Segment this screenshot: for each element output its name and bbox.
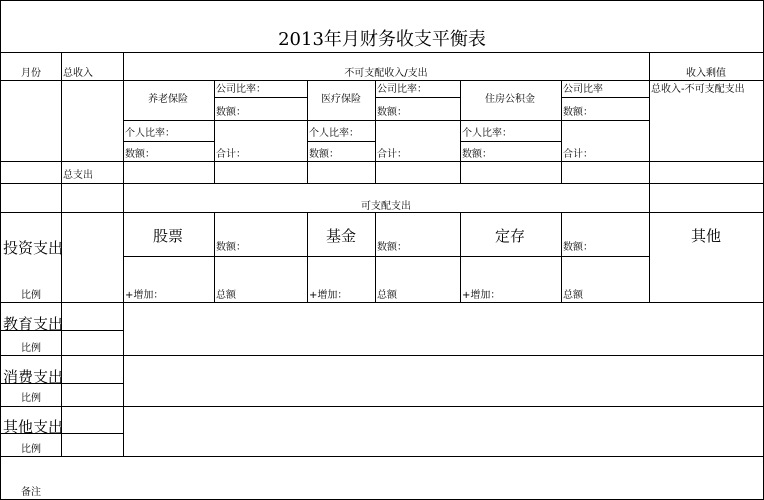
other-expense-ratio-label: 比例 [21,444,41,455]
grid-line [561,212,562,302]
page-title: 2013年月财务收支平衡表 [278,29,486,50]
housing-subtotal: 合计： [563,149,593,160]
grid-line [375,97,460,98]
pension-personal-ratio: 个人比率： [125,128,175,139]
grid-line [214,212,215,302]
grid-line [214,80,215,183]
housing-personal-amount: 数额： [462,149,492,160]
total-income-header: 总收入 [63,68,93,79]
funds-amount: 数额： [377,242,407,253]
grid-line [0,0,764,1]
grid-line [0,355,764,356]
grid-line [123,256,649,257]
grid-line [307,212,308,302]
medical-amount: 数额： [377,107,407,118]
grid-line [123,120,649,121]
grid-line [375,80,376,183]
grid-line [561,97,649,98]
income-remaining-header: 收入剩值 [686,68,726,79]
housing-company-ratio: 公司比率 [563,84,603,95]
remaining-formula: 总收入-不可支配支出 [651,84,745,95]
education-label: 教育支出 [3,315,64,333]
funds-label: 基金 [325,227,357,245]
stocks-label: 股票 [152,227,184,245]
grid-line [0,456,764,457]
grid-line [307,141,375,142]
education-ratio-label: 比例 [21,343,41,354]
other-investment-label: 其他 [690,227,722,245]
pension-company-ratio: 公司比率： [216,84,266,95]
grid-line [123,52,124,456]
stocks-total: 总额 [216,290,236,301]
grid-line [375,212,376,302]
grid-line [214,97,307,98]
housing-amount: 数额： [563,107,593,118]
medical-personal-ratio: 个人比率： [309,128,359,139]
pension-amount: 数额： [216,107,246,118]
non-disposable-header: 不可支配收入/支出 [344,68,428,79]
disposable-expense-header: 可支配支出 [361,201,411,212]
grid-line [123,141,214,142]
grid-line [561,80,562,183]
pension-subtotal: 合计： [216,149,246,160]
grid-line [649,52,650,302]
pension-label: 养老保险 [148,94,188,105]
grid-line [460,212,461,302]
consumption-ratio-label: 比例 [21,393,41,404]
funds-increase: +增加： [309,290,348,301]
fixed-deposit-increase: +增加： [462,290,501,301]
medical-subtotal: 合计： [377,149,407,160]
fixed-deposit-amount: 数额： [563,242,593,253]
stocks-increase: +增加： [125,290,164,301]
month-header: 月份 [21,68,41,79]
grid-line [0,302,764,303]
total-expense-label: 总支出 [63,170,93,181]
grid-line [460,80,461,183]
housing-fund-label: 住房公积金 [485,94,535,105]
pension-personal-amount: 数额： [125,149,155,160]
stocks-amount: 数额： [216,242,246,253]
other-expense-label: 其他支出 [3,418,64,436]
grid-line [0,406,764,407]
investment-ratio-label: 比例 [21,290,41,301]
medical-company-ratio: 公司比率： [377,84,427,95]
funds-total: 总额 [377,290,397,301]
medical-label: 医疗保险 [321,94,361,105]
fixed-deposit-label: 定存 [494,227,526,245]
medical-personal-amount: 数额： [309,149,339,160]
fixed-deposit-total: 总额 [563,290,583,301]
consumption-label: 消费支出 [3,368,64,386]
remarks-label: 备注 [21,487,41,498]
grid-line [460,141,561,142]
grid-line [307,80,308,183]
grid-line [0,0,1,500]
investment-label: 投资支出 [3,239,64,257]
housing-personal-ratio: 个人比率： [462,128,512,139]
